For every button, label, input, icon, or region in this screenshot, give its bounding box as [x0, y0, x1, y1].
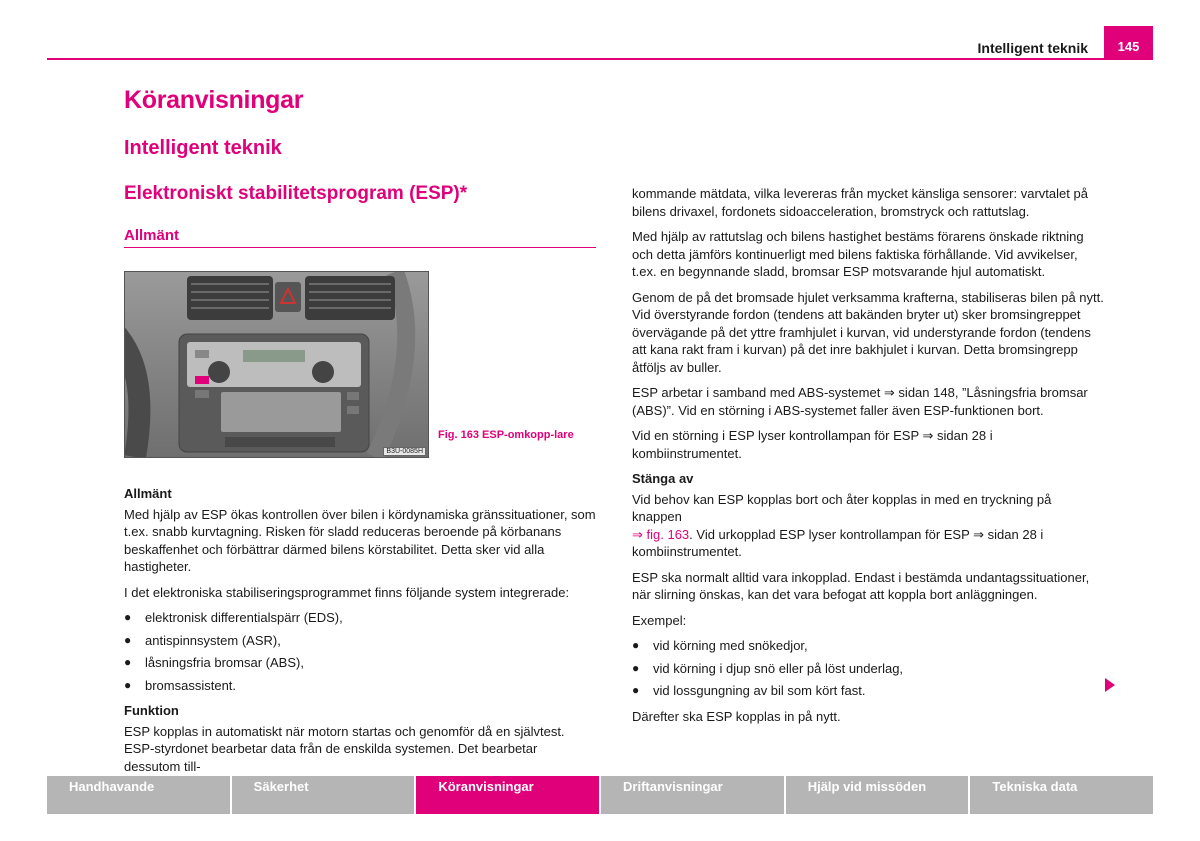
bullet-icon: ● — [124, 655, 132, 669]
header-rule — [47, 58, 1153, 60]
paragraph: Vid behov kan ESP kopplas bort och åter kopplas in med en tryckning på knappen ⇒ fig. 163. Vid urkopplad ESP lyser kontrollampan för ESP ⇒ sidan 28 i kombiinstrumentet. — [632, 491, 1052, 559]
left-column — [124, 485, 597, 783]
list-item: ● bromsassistent. — [124, 677, 237, 693]
paragraph: Därefter ska ESP kopplas in på nytt. — [632, 708, 841, 724]
nav-tab-sakerhet[interactable]: Säkerhet — [232, 776, 415, 814]
nav-tab-hjalp-vid-missoden[interactable]: Hjälp vid missöden — [786, 776, 969, 814]
system-list — [124, 609, 597, 694]
list-item: ● antispinnsystem (ASR), — [124, 632, 281, 648]
list-item: ● låsningsfria bromsar (ABS), — [124, 655, 304, 670]
paragraph: Exempel: — [632, 612, 687, 628]
section-title: Intelligent teknik — [124, 137, 282, 159]
bullet-icon: ● — [632, 638, 640, 652]
paragraph: I det elektroniska stabiliseringsprogrammet finns följande system integrerade: — [124, 584, 570, 600]
figure-esp-switch — [124, 271, 429, 458]
paragraph: ESP ska normalt alltid vara inkopplad. Endast i bestämda undantagssituationer, när slirning önskas, kan det vara befogat att koppla bort anläggningen. — [632, 569, 1090, 602]
paragraph: Vid en störning i ESP lyser kontrollampan för ESP ⇒ sidan 28 i kombiinstrumentet. — [632, 428, 993, 461]
subheading-stanga-av: Stänga av — [632, 471, 694, 486]
bullet-icon: ● — [124, 677, 132, 692]
figure-link[interactable]: ⇒ fig. 163 — [632, 526, 690, 542]
bullet-icon: ● — [632, 660, 640, 675]
list-item: ● elektronisk differentialspärr (EDS), — [124, 610, 343, 625]
paragraph: Genom de på det bromsade hjulet verksamma krafterna, stabiliseras bilen på nytt. Vid överstyrande fordon (tendens att bakänden bryter ut) sker bromsingreppet övervägande på det yttre framhjulet i kurvan, vid understyrande fordon (tendens att kana rakt fram i kurvan) på det inre bakhjulet i kurvan. Detta bromsingrepp åtföljs av buller. — [632, 289, 1104, 375]
nav-tab-koranvisningar[interactable]: Köranvisningar — [416, 776, 599, 814]
subheading-allmant: Allmänt — [124, 486, 172, 501]
subsection-title: Elektroniskt stabilitetsprogram (ESP)* — [124, 183, 468, 204]
bullet-icon: ● — [124, 610, 132, 624]
figure-code: B3U-0085H — [383, 447, 426, 456]
nav-tab-handhavande[interactable]: Handhavande — [47, 776, 230, 814]
bullet-icon: ● — [124, 632, 132, 647]
paragraph: Med hjälp av rattutslag och bilens hastighet bestäms förarens önskade riktning och detta jämförs kontinuerligt med bilens faktiska förhållande. Vid avvikelser, t.ex. en begynnande sladd, bromsar ESP motsvarande hjul automatiskt. — [632, 229, 1084, 279]
paragraph: kommande mätdata, vilka levereras från mycket känsliga sensorer: varvtalet på bilens drivaxel, fordonets sidoacceleration, bromstryck och rattutslag. — [632, 186, 1088, 219]
paragraph: Med hjälp av ESP ökas kontrollen över bilen i kördynamiska gränssituationer, som t.ex. snabb kurvtagning. Risken för sladd reduceras beroende på körbanans beskaffenhet och förbättrar därmed bilens körstabilitet. Detta sker vid alla hastigheter. — [124, 506, 596, 574]
subheading-funktion: Funktion — [124, 703, 179, 718]
running-head: Intelligent teknik — [977, 40, 1088, 56]
paragraph: ESP arbetar i samband med ABS-systemet ⇒ sidan 148, ”Låsningsfria bromsar (ABS)”. Vid en störning i ABS-systemet faller även ESP-funktionen bort. — [632, 385, 1088, 418]
chapter-title: Köranvisningar — [124, 86, 304, 114]
right-column — [632, 185, 1104, 733]
next-page-arrow-icon[interactable] — [1105, 678, 1115, 692]
page-number: 145 — [1117, 39, 1140, 54]
figure-caption: Fig. 163 ESP-omkopp-lare — [438, 429, 574, 441]
topic-rule — [124, 247, 596, 248]
example-list — [632, 637, 1104, 700]
dashboard-illustration — [125, 272, 428, 457]
nav-tab-driftanvisningar[interactable]: Driftanvisningar — [601, 776, 784, 814]
list-item: ● vid körning i djup snö eller på löst underlag, — [632, 660, 904, 676]
bullet-icon: ● — [632, 683, 640, 697]
paragraph: ESP kopplas in automatiskt när motorn startas och genomför då en självtest. ESP-styrdonet bearbetar data från de enskilda systemen. Det bearbetar dessutom till- — [124, 723, 565, 774]
nav-tab-tekniska-data[interactable]: Tekniska data — [970, 776, 1153, 814]
topic-title: Allmänt — [124, 227, 180, 244]
page-number-box — [1104, 26, 1153, 59]
list-item: ● vid lossgungning av bil som kört fast. — [632, 683, 866, 698]
list-item: ● vid körning med snökedjor, — [632, 638, 808, 653]
chapter-navigation — [47, 776, 1153, 814]
